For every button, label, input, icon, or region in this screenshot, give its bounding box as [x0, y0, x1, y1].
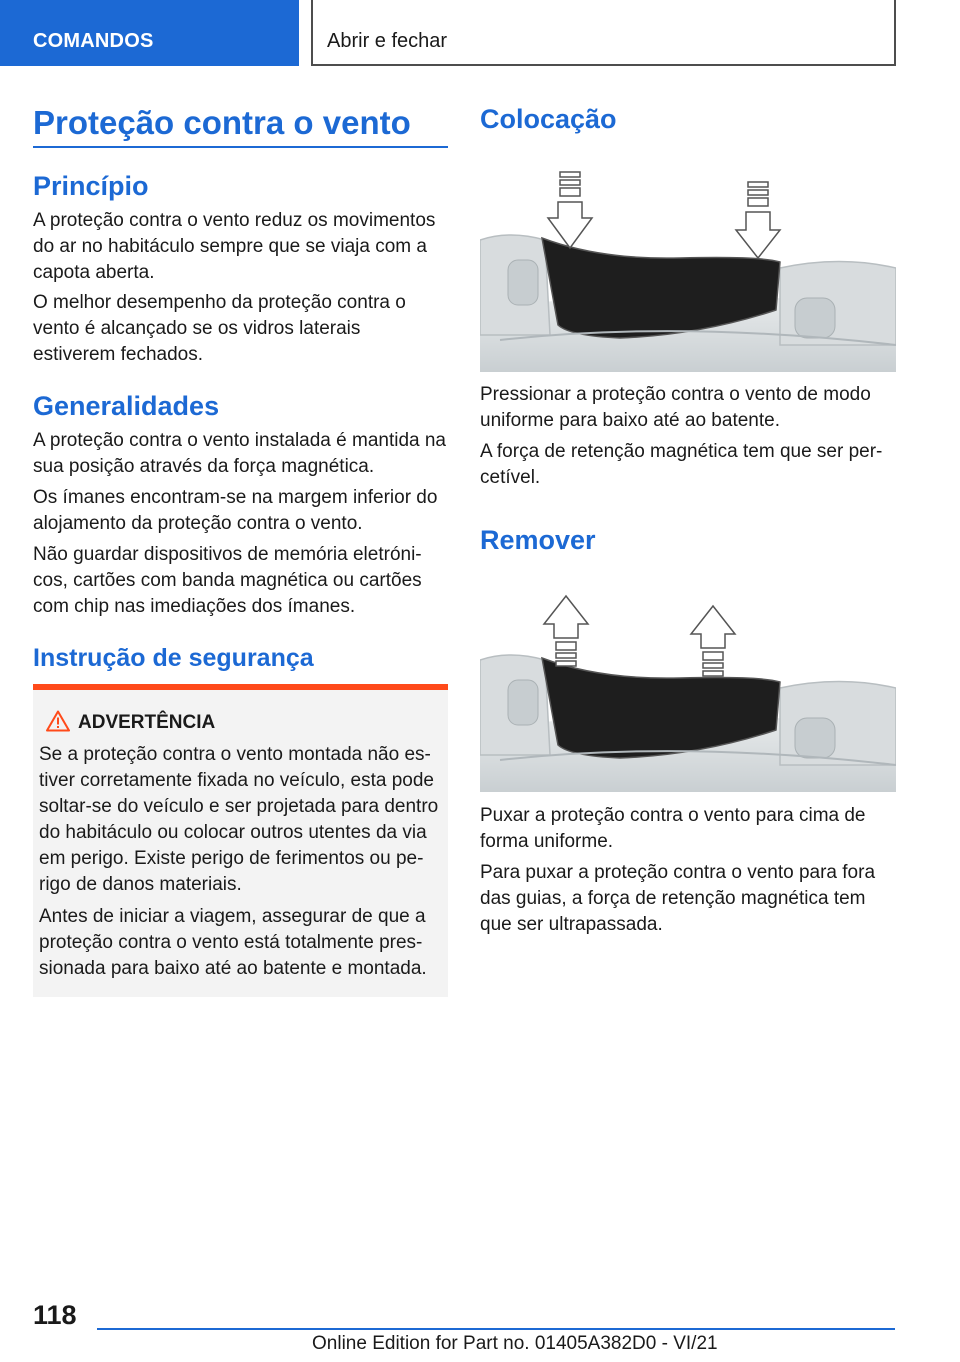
principle-paragraph-2: O melhor desempenho da proteção contra o vento é alcançado se os vidros laterais estiverem fechados.: [33, 292, 406, 365]
chapter-title: Abrir e fechar: [327, 30, 448, 52]
general-heading: Generalidades: [33, 391, 220, 421]
page-title: Proteção contra o vento: [33, 104, 411, 141]
section-tab-label: COMANDOS: [33, 30, 154, 52]
remove-paragraph-1: Puxar a proteção contra o vento para cima de forma uniforme.: [480, 805, 866, 852]
title-divider: [33, 146, 448, 148]
section-tab: [0, 0, 299, 66]
safety-heading: Instrução de segurança: [33, 644, 314, 672]
warning-paragraph-2: Antes de iniciar a viagem, assegurar de que a proteção contra o vento está totalmente pres-sionada para baixo até ao batente e montada.: [39, 906, 427, 979]
page-number: 118: [33, 1300, 77, 1330]
remove-paragraph-2: Para puxar a proteção contra o vento para fora das guias, a força de retenção magnética tem que ser ultrapassada.: [480, 862, 876, 935]
general-paragraph-2: Os ímanes encontram-se na margem inferior do alojamento da proteção contra o vento.: [33, 487, 438, 534]
chapter-header: [311, 0, 896, 66]
principle-heading: Princípio: [33, 171, 149, 201]
general-paragraph-1: A proteção contra o vento instalada é mantida na sua posição através da força magnética.: [33, 430, 446, 477]
footer-divider: [97, 1328, 895, 1330]
remove-illustration: [480, 580, 896, 792]
install-heading: Colocação: [480, 104, 617, 134]
install-paragraph-2: A força de retenção magnética tem que ser per-cetível.: [480, 441, 883, 488]
warning-triangle-icon: [46, 710, 70, 732]
install-paragraph-1: Pressionar a proteção contra o vento de modo uniforme para baixo até ao batente.: [480, 384, 871, 431]
principle-paragraph-1: A proteção contra o vento reduz os movimentos do ar no habitáculo sempre que se viaja com a capota aberta.: [33, 210, 436, 283]
warning-box: [33, 690, 448, 997]
warning-title: ADVERTÊNCIA: [78, 712, 216, 733]
warning-paragraph-1: Se a proteção contra o vento montada não es-tiver corretamente fixada no veículo, esta pode soltar-se do veículo e ser projetada para dentro do habitáculo ou colocar outros utentes da via em perigo. Existe perigo de ferimentos ou pe-rigo de danos materiais.: [39, 744, 439, 895]
general-paragraph-3: Não guardar dispositivos de memória eletróni-cos, cartões com banda magnética ou cartões com chip nas imediações dos ímanes.: [33, 544, 422, 617]
edition-note: Online Edition for Part no. 01405A382D0 - VI/21: [312, 1333, 718, 1354]
remove-heading: Remover: [480, 525, 596, 555]
install-illustration: [480, 160, 896, 372]
